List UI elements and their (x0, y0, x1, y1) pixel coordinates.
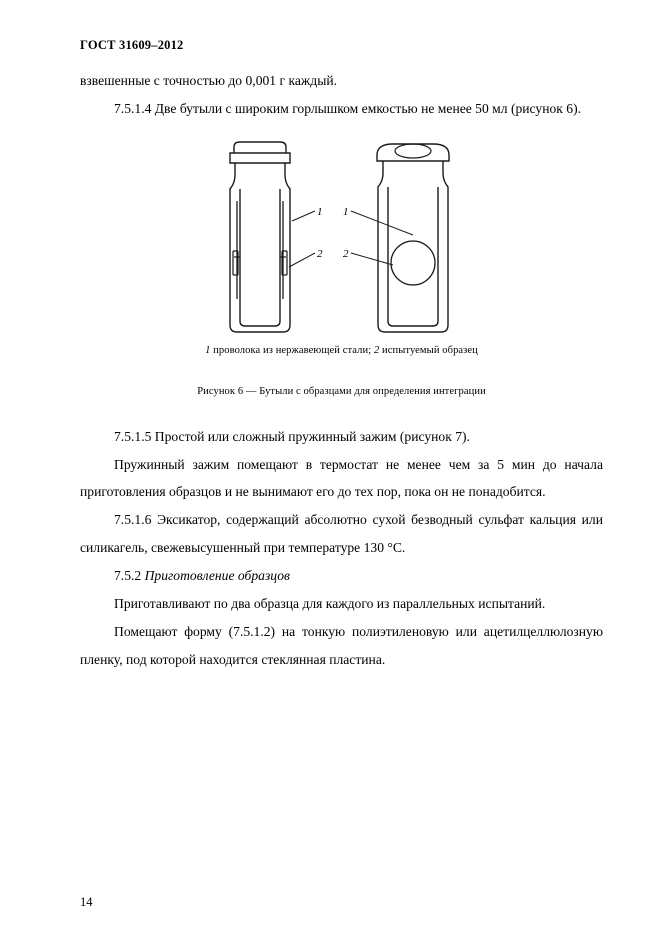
document-header: ГОСТ 31609–2012 (80, 38, 184, 52)
legend-marker-2: 2 (373, 344, 380, 356)
subsection-number: 7.5.2 (114, 568, 142, 584)
bottles-illustration (197, 139, 487, 339)
paragraph-7-5-1-6: 7.5.1.6 Эксикатор, содержащий абсолютно сухой безводный сульфат кальция или силикагель, свежевысушенный при температуре 130 °С. (80, 512, 603, 556)
legend-text-1: проволока из нержавеющей стали; (210, 344, 374, 356)
legend-marker-1: 1 (205, 344, 211, 356)
figure-6 (80, 139, 603, 339)
paragraph-samples: Приготавливают по два образца для каждого из параллельных испытаний. (114, 595, 546, 611)
subsection-title: Приготовление образцов (144, 568, 290, 584)
figure-legend (80, 345, 603, 356)
paragraph-form-placement: Помещают форму (7.5.1.2) на тонкую полиэтиленовую или ацетилцеллюлозную пленку, под которой находится стеклянная пластина. (80, 623, 603, 667)
callout-label-2-left: 2 (316, 247, 322, 260)
subsection-7-5-2 (80, 562, 603, 590)
callout-label-1-left: 1 (316, 205, 322, 218)
paragraph-intro: взвешенные с точностью до 0,001 г каждый. (80, 73, 338, 88)
figure-caption: Рисунок 6 — Бутыли с образцами для определения интеграции (197, 385, 486, 397)
callout-label-2-right: 2 (342, 247, 348, 260)
legend-text-2: испытуемый образец (379, 344, 478, 356)
callout-label-1-right: 1 (342, 205, 348, 218)
page-number: 14 (80, 895, 93, 909)
paragraph-7-5-1-5: 7.5.1.5 Простой или сложный пружинный зажим (рисунок 7). (114, 428, 470, 444)
paragraph-7-5-1-4: 7.5.1.4 Две бутыли с широким горлышком емкостью не менее 50 мл (рисунок 6). (114, 100, 582, 116)
paragraph-spring-clamp: Пружинный зажим помещают в термостат не менее чем за 5 мин до начала приготовления образцов и не вынимают его до тех пор, пока он не понадобится. (80, 456, 603, 500)
